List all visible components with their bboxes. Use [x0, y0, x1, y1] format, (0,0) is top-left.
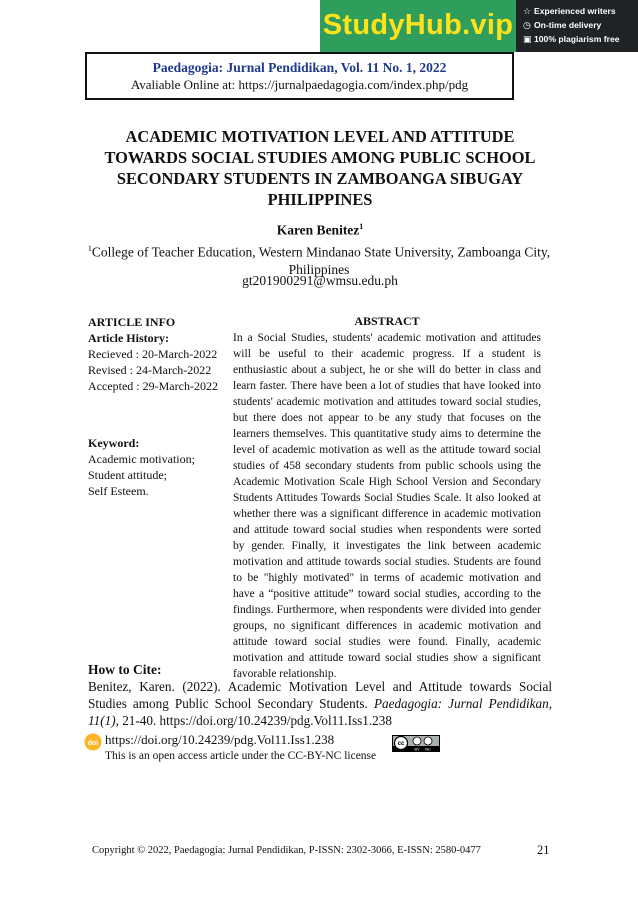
cc-by-nc-badge[interactable]	[392, 735, 440, 752]
feature-label: Experienced writers	[534, 6, 616, 16]
abstract-heading: ABSTRACT	[354, 314, 420, 328]
citation-journal: Paedagogia: Jurnal Pendidikan, 11(1)	[88, 696, 553, 728]
author-superscript: 1	[359, 222, 364, 231]
history-item: Recieved : 20-March-2022	[88, 347, 218, 361]
feature-row	[516, 32, 638, 46]
feature-label: 100% plagiarism free	[534, 34, 620, 44]
by-label: BY	[414, 746, 420, 752]
author-name: Karen Benitez$^1$	[276, 222, 364, 238]
author-email[interactable]: gt201900291@wmsu.edu.ph	[242, 273, 398, 288]
studyhub-logo[interactable]: StudyHub.vip	[320, 0, 516, 52]
article-history-label: Article History:	[88, 331, 169, 345]
affiliation-superscript: 1	[87, 244, 92, 253]
affiliation: $^1$College of Teacher Education, Western Mindanao State University, Zamboanga City, Philippines	[87, 244, 551, 277]
studyhub-features	[516, 0, 638, 52]
journal-header-box	[85, 52, 514, 100]
star-icon: ☆	[523, 5, 532, 16]
doi-link[interactable]: https://doi.org/10.24239/pdg.Vol11.Iss1.238	[105, 732, 335, 747]
citation-text: Benitez, Karen. (2022). Academic Motivation Level and Attitude towards Social Studies among Public School Secondary Students. Paedagogia: Jurnal Pendidikan, 11(1), 21-40. https://doi.org/10.24239/pdg.Vol11.Iss1.238	[88, 679, 553, 728]
doi-icon-text: doi	[87, 740, 99, 747]
keyword-item: Student attitude;	[88, 468, 167, 482]
license-text: This is an open access article under the CC-BY-NC license	[105, 750, 377, 762]
keyword-item: Academic motivation;	[88, 452, 195, 466]
doi-row	[84, 730, 544, 750]
nc-label: NC	[425, 746, 431, 752]
feature-label: On-time delivery	[534, 20, 602, 30]
cc-label: cc	[397, 741, 405, 748]
footer-copyright: Copyright © 2022, Paedagogia: Jurnal Pendidikan, P-ISSN: 2302-3066, E-ISSN: 2580-0477	[92, 845, 481, 856]
doi-icon	[84, 733, 102, 751]
title-line: TOWARDS SOCIAL STUDIES AMONG PUBLIC SCHOOL	[104, 148, 536, 167]
feature-row	[516, 18, 638, 32]
article-info-heading: ARTICLE INFO	[88, 315, 176, 329]
abstract-text: In a Social Studies, students' academic motivation and attitudes will be useful to their academic progress. If a student is enthusiastic about a subject, he or she will do better in class and learn faster. There have been a lot of studies that have looked into students' academic motivation and attitudes toward social studies, but there does not appear to be any study that focuses on the learners themselves. This quantitative study aims to determine the level of academic motivation as well as the attitude toward social studies of 458 secondary students from public schools using the Academic Motivation Scale High School Version and Secondary Students Attitudes Towards Social Studies Scale. It also looked at whether there was a significant difference in academic motivation and attitude toward social studies when respondents were sorted by gender. Finally, it investigates the link between academic motivation and attitude towards social studies. Students are found to be "highly motivated" in terms of academic motivation and have a “positive attitude” toward social studies, according to the findings. Furthermore, when respondents were divided into gender groups, no significant differences in academic motivation and attitude toward social studies were found. Finally, academic motivation and attitude toward social studies show a significant favorable relationship.	[233, 332, 541, 680]
page-number: 21	[537, 843, 550, 857]
keyword-label: Keyword:	[88, 436, 140, 450]
article-title	[60, 126, 580, 210]
title-line: SECONDARY STUDENTS IN ZAMBOANGA SIBUGAY	[116, 169, 524, 188]
keyword-item: Self Esteem.	[88, 484, 149, 498]
feature-row	[516, 4, 638, 18]
article-info	[88, 314, 228, 499]
history-item: Revised : 24-March-2022	[88, 363, 212, 377]
clock-icon: ◷	[523, 19, 531, 30]
how-to-cite-heading: How to Cite:	[88, 662, 162, 677]
journal-online-url[interactable]: Avaliable Online at: https://jurnalpaedagogia.com/index.php/pdg	[130, 77, 469, 92]
title-line: ACADEMIC MOTIVATION LEVEL AND ATTITUDE	[125, 127, 515, 146]
title-line: PHILIPPINES	[267, 190, 373, 209]
document-check-icon: ▣	[523, 33, 532, 44]
history-item: Accepted : 29-March-2022	[88, 379, 218, 393]
journal-title: Paedagogia: Jurnal Pendidikan, Vol. 11 No. 1, 2022	[152, 60, 447, 75]
